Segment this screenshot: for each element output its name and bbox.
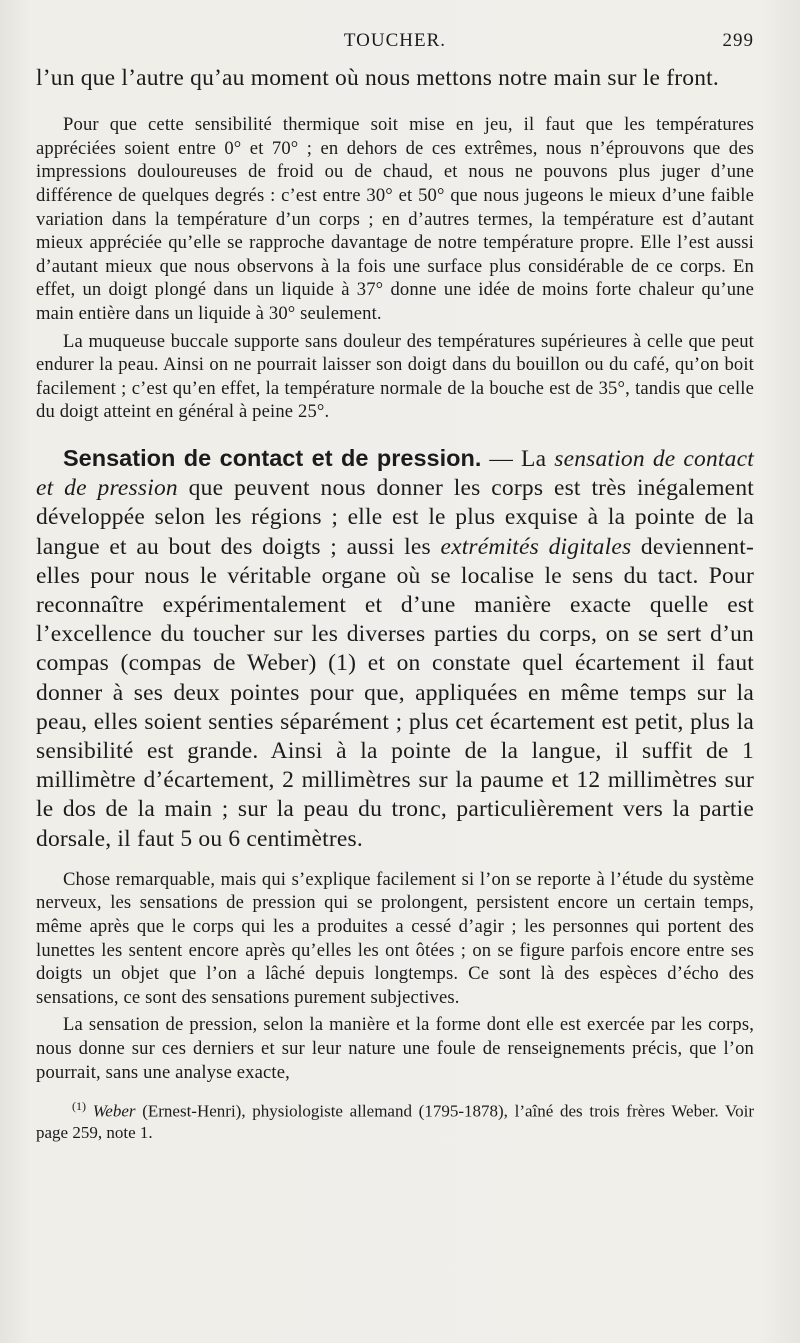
emphasis-digital-extremities: extrémités digitales [440, 533, 632, 560]
running-head: TOUCHER. [343, 30, 447, 51]
paragraph-pressure-information: La sensation de pression, selon la manière et la forme dont elle est exercée par les corps, nous donne sur ces derniers et sur leur nature une foule de renseignements précis, que l’on pourrait, sans une analyse exacte, [36, 1014, 754, 1083]
footnote-name: Weber [92, 1101, 136, 1121]
contact-text-1: que peuvent nous donner les corps est très inégalement développée selon les régions ; elle est le plus exquise à la pointe de la langue et au bout des doigts ; aussi les [36, 475, 754, 560]
paragraph-contact-pressure [36, 444, 754, 854]
footnote-mark: (1) [72, 1099, 86, 1114]
paragraph-thermal-sensitivity: Pour que cette sensibilité thermique soit mise en jeu, il faut que les températures appréciées soient entre 0° et 70° ; en dehors de ces extrêmes, nous n’éprouvons que des impressions douloureuses de froid ou de chaud, et nous ne pouvons plus juger d’une différence de quelques degrés : c’est entre 30° et 50° que nous jugeons le mieux d’une faible variation dans la température d’un corps ; en d’autres termes, la température est d’autant mieux appréciée qu’elle se rapproche davantage de notre température propre. Elle l’est aussi d’autant mieux que nous observons à la fois une surface plus considérable de ce corps. En effet, un doigt plongé dans un liquide à 37° donne une idée de moins forte chaleur qu’une main entière dans un liquide à 30° seulement. [36, 114, 754, 324]
page-body [36, 64, 754, 1143]
page-header [36, 30, 754, 54]
paragraph-persistence: Chose remarquable, mais qui s’explique facilement si l’on se reporte à l’étude du système nerveux, les sensations de pression qui se prolongent, persistent encore un certain temps, même après que le corps qui les a produites a cessé d’agir ; les personnes qui portent des lunettes les sentent encore après qu’elles les ont ôtées ; on se figure parfois encore entre ses doigts un objet que l’on a lâché depuis longtemps. Ce sont là des espèces d’écho des sensations, ce sont des sensations purement subjectives. [36, 868, 754, 1008]
page-number: 299 [722, 30, 754, 51]
heading-dash: — La [481, 445, 555, 472]
footnote-text: (Ernest-Henri), physiologiste allemand (1795-1878), l’aîné des trois frères Weber. Voir page 259, note 1. [36, 1101, 754, 1142]
emphasis-sensation: sensation de contact et de pression [36, 445, 754, 502]
paragraph-buccal-mucosa: La muqueuse buccale supporte sans douleur des températures supérieures à celle que peut endurer la peau. Ainsi on ne pourrait laisser son doigt dans du bouillon ou du café, qu’on boit facilement ; c’est qu’en effet, la température normale de la bouche est de 35°, tandis que celle du doigt atteint en général à peine 25°. [36, 330, 754, 423]
paragraph-continuation: l’un que l’autre qu’au moment où nous mettons notre main sur le front. [36, 65, 719, 91]
footnote [36, 1096, 754, 1143]
section-heading: Sensation de contact et de pression. [63, 444, 482, 471]
contact-text-2: deviennent-elles pour nous le véritable organe où se localise le sens du tact. Pour reconnaître expérimentalement et d’une manière exacte quelle est l’excellence du toucher sur les diverses parties du corps, on se sert d’un compas (compas de Weber) (1) et on constate quel écartement il faut donner à ses deux pointes pour que, appliquées en même temps sur la peau, elles soient senties séparément ; plus cet écartement est petit, plus la sensibilité est grande. Ainsi à la pointe de la langue, il suffit de 1 millimètre d’écartement, 2 millimètres sur la paume et 12 millimètres sur le dos de la main ; sur la peau du tronc, particulièrement vers la partie dorsale, il faut 5 ou 6 centimètres. [36, 533, 754, 852]
